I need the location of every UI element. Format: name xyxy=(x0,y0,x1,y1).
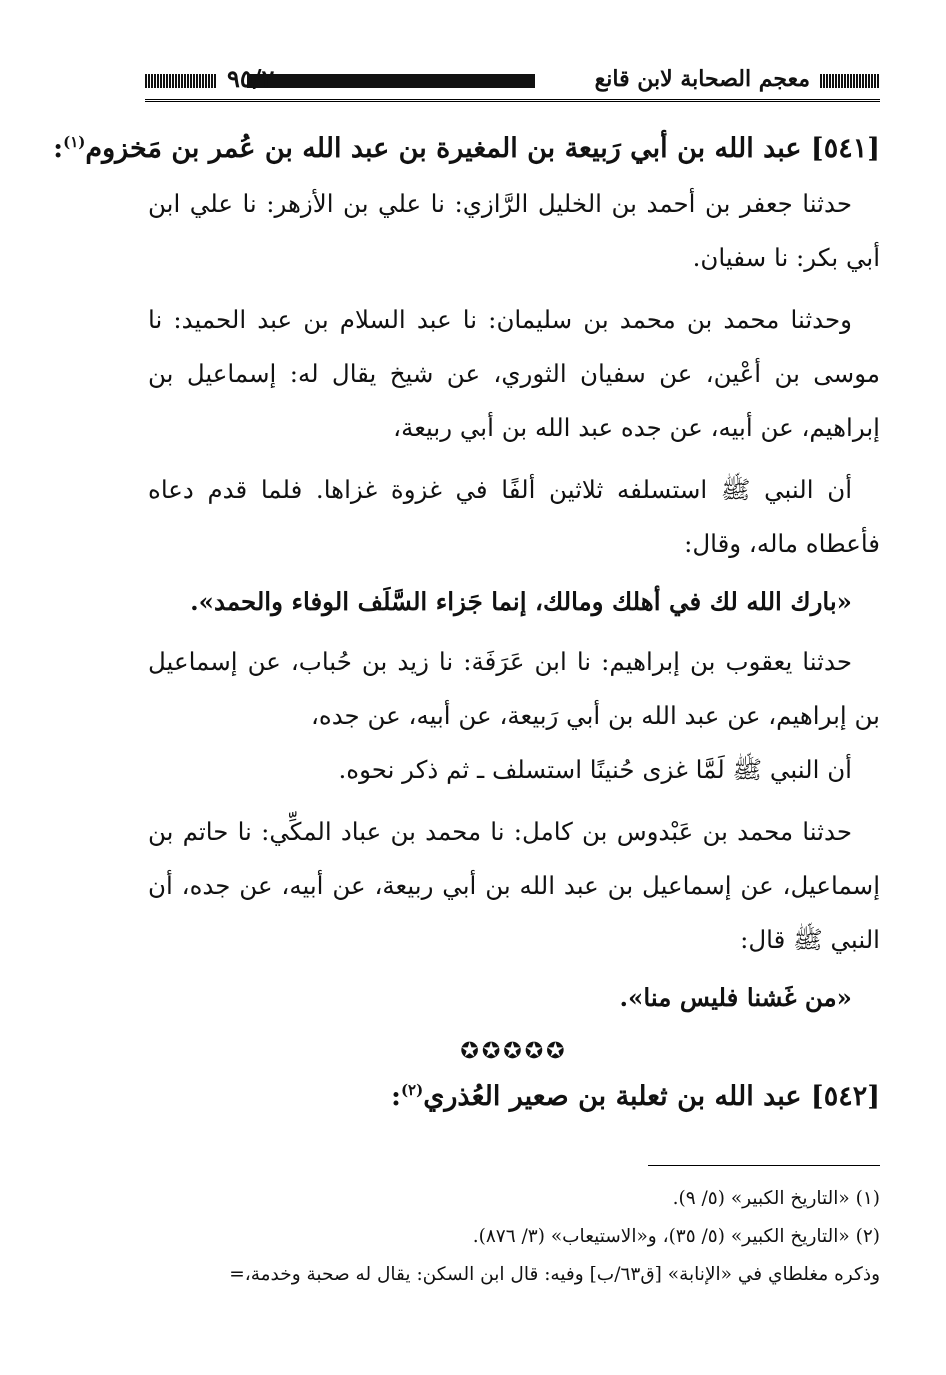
footnote-ref: (١) xyxy=(63,133,86,151)
header-ornament-right xyxy=(820,74,880,88)
heading-colon: : xyxy=(53,133,64,164)
header-bar xyxy=(247,74,535,88)
paragraph-3: أن النبي ﷺ استسلفه ثلاثين ألفًا في غزوة غزاها. فلما قدم دعاه فأعطاه ماله، وقال: xyxy=(148,475,880,558)
paragraph-4: حدثنا يعقوب بن إبراهيم: نا ابن عَرَفَة: نا زيد بن حُباب، عن إسماعيل بن إبراهيم، عن عبد الله بن أبي رَبيعة، عن أبيه، عن جده، xyxy=(148,647,880,730)
footnote-divider xyxy=(648,1165,880,1166)
footnote-1: (١) «التاريخ الكبير» (٥/ ٩). xyxy=(672,1188,880,1209)
header-title: معجم الصحابة لابن قانع xyxy=(594,66,810,92)
header-ornament-left xyxy=(145,74,217,88)
hadith-quote-1: «بارك الله لك في أهلك ومالك، إنما جَزاء السَّلَف الوفاء والحمد». xyxy=(190,587,852,616)
main-text xyxy=(53,120,880,1125)
page-number: ٩٥/٢ xyxy=(227,64,275,93)
footnotes xyxy=(90,1180,880,1294)
hadith-quote-2: «من غَشنا فليس منا». xyxy=(619,983,852,1012)
entry-heading-542 xyxy=(148,1068,880,1119)
footnote-2: (٢) «التاريخ الكبير» (٥/ ٣٥)، و«الاستيعاب» (٣/ ٨٧٦). xyxy=(472,1226,880,1247)
paragraph-6: حدثنا محمد بن عَبْدوس بن كامل: نا محمد بن عباد المكِّي: نا حاتم بن إسماعيل، عن إسماعيل بن عبد الله بن أبي ربيعة، عن أبيه، عن جده، أن النبي ﷺ قال: xyxy=(148,817,880,954)
entry-heading-541 xyxy=(53,120,880,171)
paragraph-5: أن النبي ﷺ لَمَّا غزى حُنينًا استسلف ـ ثم ذكر نحوه. xyxy=(338,755,852,784)
entry-title: [٥٤١] عبد الله بن أبي رَبيعة بن المغيرة بن عبد الله بن عُمر بن مَخزوم xyxy=(85,133,880,164)
paragraph-2: وحدثنا محمد بن محمد بن سليمان: نا عبد السلام بن عبد الحميد: نا موسى بن أعْين، عن سفيان الثوري، عن شيخ يقال له: إسماعيل بن إبراهيم، عن أبيه، عن جده عبد الله بن أبي ربيعة، xyxy=(148,305,880,442)
header-rule xyxy=(145,99,880,102)
paragraph-1: حدثنا جعفر بن أحمد بن الخليل الرَّازي: نا علي بن الأزهر: نا علي ابن أبي بكر: نا سفيان. xyxy=(148,189,880,272)
footnote-ref: (٢) xyxy=(400,1081,424,1099)
footnote-3: وذكره مغلطاي في «الإنابة» [ق٦٣/ب] وفيه: قال ابن السكن: يقال له صحبة وخدمة،= xyxy=(229,1264,880,1285)
heading-colon: : xyxy=(390,1081,401,1112)
running-header xyxy=(145,58,880,102)
section-separator: ✪✪✪✪✪ xyxy=(460,1039,568,1064)
entry-title: [٥٤٢] عبد الله بن ثعلبة بن صعير العُذري xyxy=(423,1081,880,1112)
